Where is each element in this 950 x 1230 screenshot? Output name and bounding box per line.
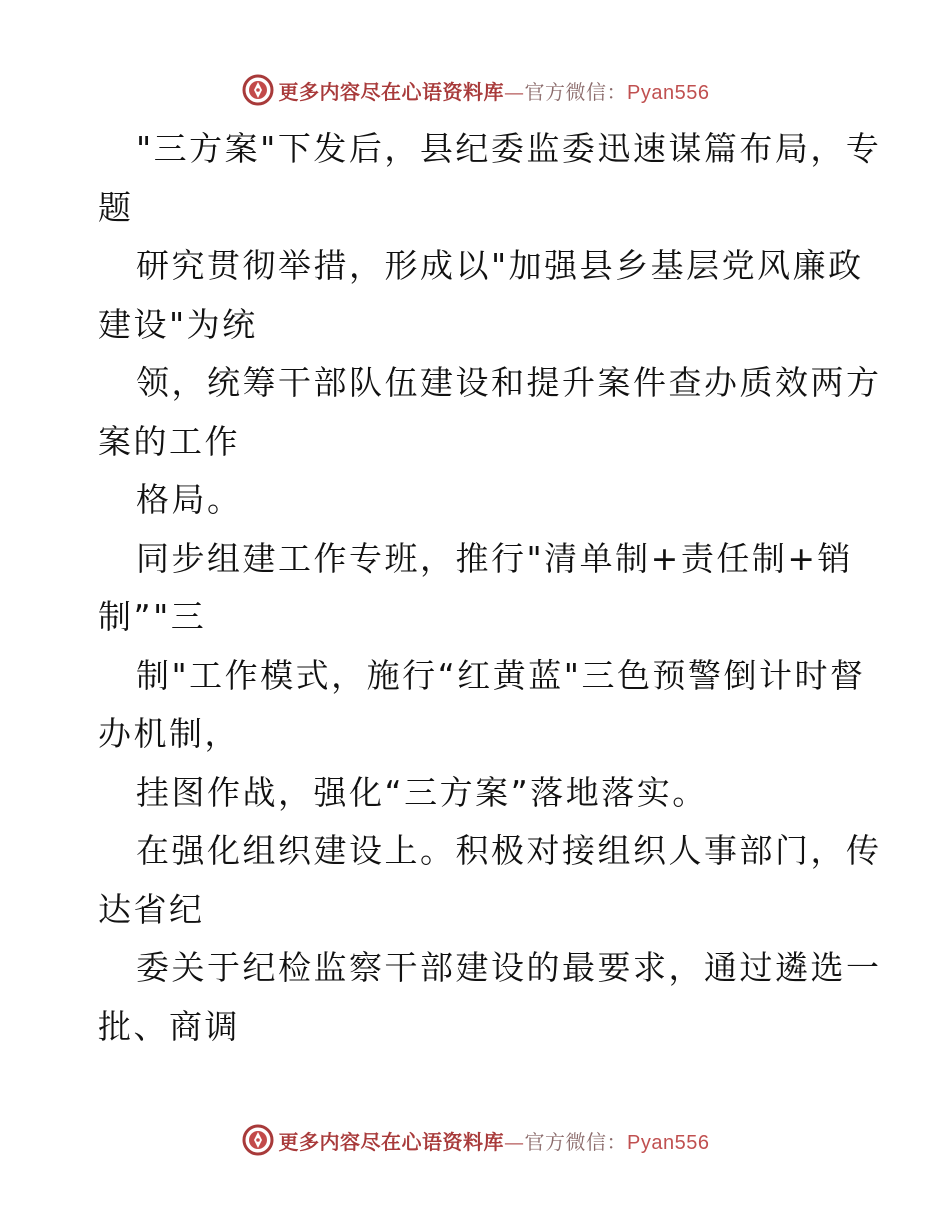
text-line: 达省纪 xyxy=(98,889,205,929)
text-line: 挂图作战，强化“三方案”落地落实。 xyxy=(136,772,708,812)
footer-watermark xyxy=(0,1120,950,1160)
header-watermark xyxy=(0,70,950,110)
watermark-wechat-id: Pyan556 xyxy=(627,1131,710,1154)
text-line: 案的工作 xyxy=(98,421,240,461)
text-line: 同步组建工作专班，推行"清单制+责任制+销 xyxy=(136,538,853,578)
watermark-main: 更多内容尽在心语资料库 xyxy=(278,1129,505,1154)
watermark-separator: — xyxy=(504,79,525,104)
watermark-text xyxy=(279,76,710,105)
pen-nib-seal-icon xyxy=(241,1123,275,1157)
watermark-separator: — xyxy=(504,1129,525,1154)
text-line: 在强化组织建设上。积极对接组织人事部门，传 xyxy=(136,831,882,870)
watermark-wechat-label: 官方微信： xyxy=(524,79,628,104)
text-line: 制"工作模式，施行“红黄蓝"三色预警倒计时督 xyxy=(136,655,866,695)
watermark-text xyxy=(279,1126,710,1155)
text-line: 研究贯彻举措，形成以"加强县乡基层党风廉政 xyxy=(136,246,864,285)
watermark-main: 更多内容尽在心语资料库 xyxy=(278,79,505,104)
text-line: 委关于纪检监察干部建设的最要求，通过遴选一 xyxy=(136,948,882,987)
text-line: 批、商调 xyxy=(98,1006,240,1046)
watermark-wechat-label: 官方微信： xyxy=(524,1129,628,1154)
pen-nib-seal-icon xyxy=(241,73,275,107)
text-line: 格局。 xyxy=(136,480,243,519)
text-line: 题 xyxy=(98,187,134,227)
text-line: 办机制， xyxy=(98,714,240,753)
text-line: 领，统筹干部队伍建设和提升案件查办质效两方 xyxy=(136,363,882,402)
watermark-wechat-id: Pyan556 xyxy=(627,81,710,104)
text-line: "三方案"下发后，县纪委监委迅速谋篇布局，专 xyxy=(136,129,882,168)
body-text xyxy=(98,120,882,1056)
text-line: 制”"三 xyxy=(98,597,207,636)
text-line: 建设"为统 xyxy=(98,304,258,344)
